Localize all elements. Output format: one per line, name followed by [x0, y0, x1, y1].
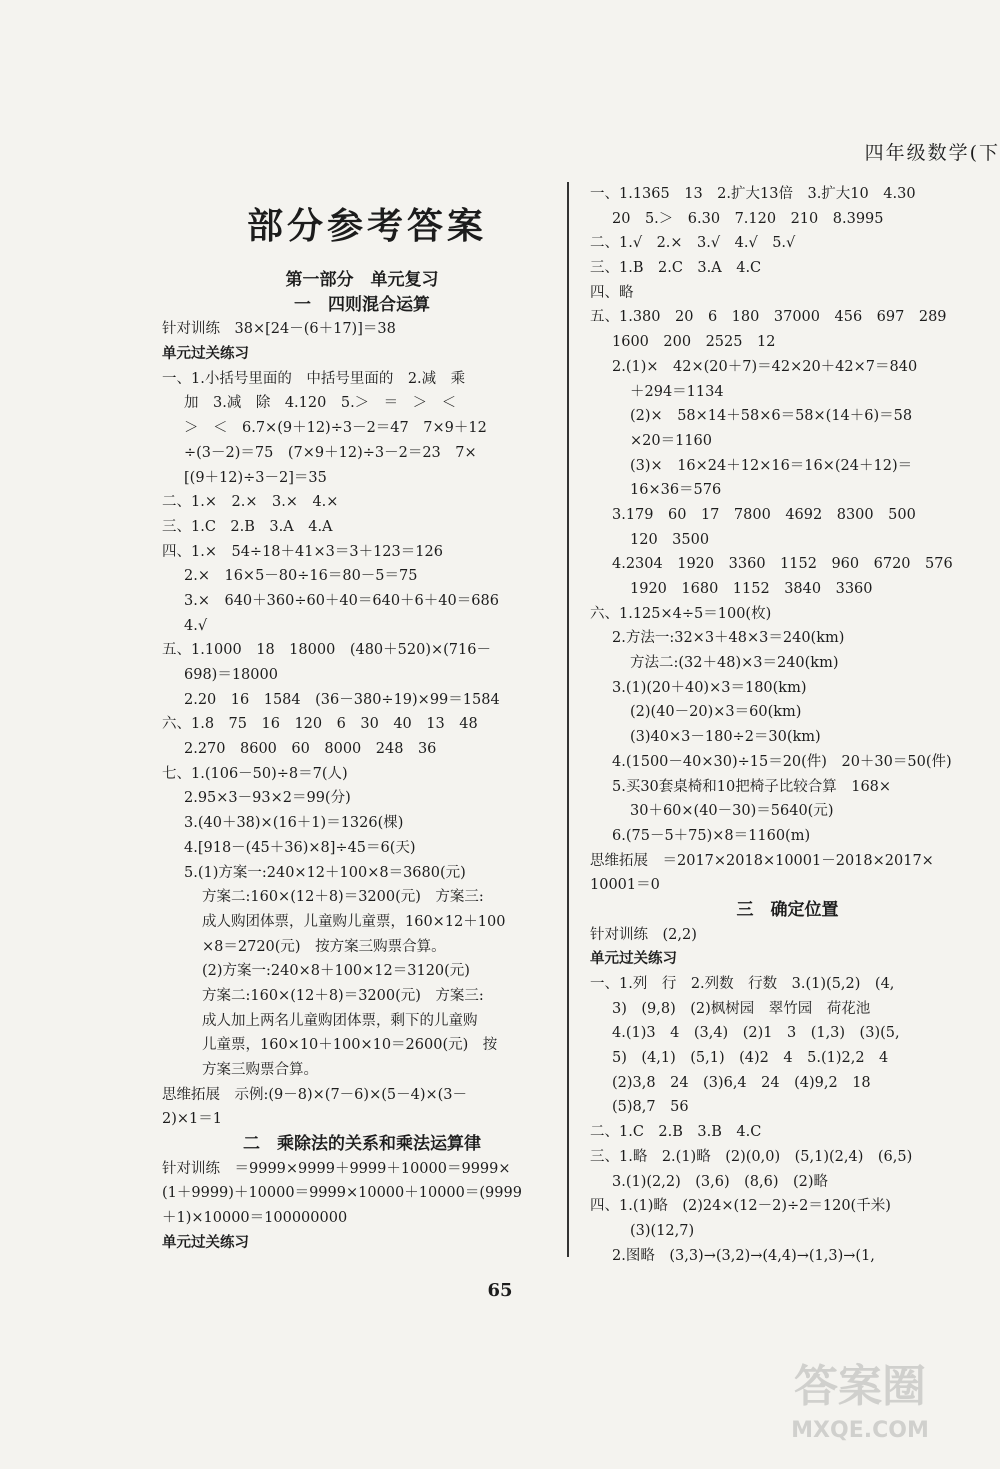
answer-line: 3.(40＋38)×(16＋1)＝1326(棵)	[184, 815, 404, 832]
answer-line: ＋294＝1134	[630, 383, 724, 400]
answer-line: 三、1.B 2.C 3.A 4.C	[590, 260, 762, 277]
answer-line: 4.(1500－40×30)÷15＝20(件) 20＋30＝50(件)	[612, 753, 952, 770]
answer-line: 10001＝0	[590, 877, 660, 894]
answer-line: (3)40×3－180÷2＝30(km)	[630, 729, 821, 746]
watermark-logo	[750, 1349, 970, 1449]
answer-line: 5.买30套桌椅和10把椅子比较合算 168×	[612, 778, 892, 795]
answer-line: 2.(1)× 42×(20＋7)＝42×20＋42×7＝840	[612, 358, 918, 375]
answer-line: 单元过关练习	[590, 950, 677, 968]
answer-line: 16×36＝576	[630, 482, 722, 499]
answer-line: 方案二:160×(12＋8)＝3200(元) 方案三:	[202, 987, 484, 1004]
answer-line: 2.方法一:32×3＋48×3＝240(km)	[612, 630, 845, 647]
answer-line: [(9＋12)÷3－2]＝35	[184, 469, 327, 486]
answer-line: (3)× 16×24＋12×16＝16×(24＋12)＝	[630, 457, 913, 474]
answer-line: ＞ ＜ 6.7×(9＋12)÷3－2＝47 7×9＋12	[184, 420, 487, 437]
answer-line: 698)＝18000	[184, 667, 278, 683]
answer-line: ＋1)×10000＝100000000	[162, 1210, 348, 1227]
answer-line: 五、1.380 20 6 180 37000 456 697 289	[590, 309, 947, 326]
answer-line: 一、1.1365 13 2.扩大13倍 3.扩大10 4.30	[590, 186, 916, 202]
column-divider	[567, 182, 569, 1257]
answer-line: 方法二:(32＋48)×3＝240(km)	[630, 655, 839, 672]
answer-line: (2)(40－20)×3＝60(km)	[630, 704, 802, 721]
answer-line: 成人购团体票，儿童购儿童票，160×12＋100	[202, 913, 506, 930]
answer-line: 方案二:160×(12＋8)＝3200(元) 方案三:	[202, 889, 484, 906]
answer-line: 4.2304 1920 3360 1152 960 6720 576	[612, 556, 953, 573]
answer-line: 2.× 16×5－80÷16＝80－5＝75	[184, 568, 418, 585]
answer-line: 2.20 16 1584 (36－380÷19)×99＝1584	[184, 691, 500, 708]
answer-line: 20 5.＞ 6.30 7.120 210 8.3995	[612, 210, 884, 227]
right-column	[590, 182, 985, 1268]
answer-line: 3.(1)(2,2) (3,6) (8,6) (2)略	[612, 1173, 829, 1190]
answer-line: ×8＝2720(元) 按方案三购票合算。	[202, 938, 446, 955]
answer-line: 二、1.C 2.B 3.B 4.C	[590, 1124, 762, 1141]
answer-line: 4.√	[184, 617, 208, 634]
left-column	[162, 268, 562, 1256]
answer-line: 针对训练 38×[24－(6＋17)]＝38	[162, 321, 396, 338]
answer-line: 3) (9,8) (2)枫树园 翠竹园 荷花池	[612, 1000, 871, 1017]
answer-line: 一、1.小括号里面的 中括号里面的 2.减 乘	[162, 370, 466, 387]
answer-line: 4.[918－(45＋36)×8]÷45＝6(天)	[184, 839, 416, 856]
answer-line: 单元过关练习	[162, 345, 249, 363]
answer-line: 3.× 640＋360÷60＋40＝640＋6＋40＝686	[184, 592, 499, 609]
page-number: 65	[487, 1280, 513, 1301]
answer-line: 四、略	[590, 284, 634, 301]
answer-line: 四、1.× 54÷18＋41×3＝3＋123＝126	[162, 543, 443, 560]
answer-line: 二、1.√ 2.× 3.√ 4.√ 5.√	[590, 235, 796, 252]
answer-line: 2.图略 (3,3)→(3,2)→(4,4)→(1,3)→(1,	[612, 1247, 875, 1264]
answer-line: 六、1.8 75 16 120 6 30 40 13 48	[162, 716, 478, 733]
answer-line: 方案三购票合算。	[202, 1062, 318, 1078]
answer-line: ÷(3－2)＝75 (7×9＋12)÷3－2＝23 7×	[184, 444, 477, 461]
answer-line: 儿童票，160×10＋100×10＝2600(元) 按	[202, 1037, 498, 1054]
answer-line: (2)3,8 24 (3)6,4 24 (4)9,2 18	[612, 1074, 871, 1091]
answer-line: 四、1.(1)略 (2)24×(12－2)÷2＝120(千米)	[590, 1198, 891, 1215]
answer-line: 思维拓展 ＝2017×2018×10001－2018×2017×	[590, 852, 934, 869]
answer-line: 针对训练 (2,2)	[590, 926, 697, 943]
answer-line: 3.(1)(20＋40)×3＝180(km)	[612, 679, 807, 696]
answer-line: 思维拓展 示例:(9－8)×(7－6)×(5－4)×(3－	[162, 1086, 468, 1103]
answer-line: 2)×1＝1	[162, 1111, 222, 1128]
answer-line: 120 3500	[630, 531, 710, 548]
watermark-text-url: MXQE.COM	[791, 1418, 929, 1443]
answer-line: 六、1.125×4÷5＝100(枚)	[590, 605, 772, 622]
answer-line: 针对训练 ＝9999×9999＋9999＋10000＝9999×	[162, 1160, 511, 1177]
answer-line: 2.95×3－93×2＝99(分)	[184, 790, 351, 807]
answer-line: 七、1.(106－50)÷8＝7(人)	[162, 765, 348, 782]
section-heading: 三 确定位置	[736, 899, 839, 920]
answer-line: ×20＝1160	[630, 432, 713, 449]
answer-line: 成人加上两名儿童购团体票，剩下的儿童购	[202, 1012, 478, 1029]
answer-line: 4.(1)3 4 (3,4) (2)1 3 (1,3) (3)(5,	[612, 1025, 900, 1042]
answer-line: 二、1.× 2.× 3.× 4.×	[162, 494, 339, 511]
answer-line: (2)方案一:240×8＋100×12＝3120(元)	[202, 963, 470, 980]
section-heading: 第一部分 单元复习	[285, 270, 439, 290]
answer-line: 加 3.减 除 4.120 5.＞ ＝ ＞ ＜	[184, 395, 457, 412]
answer-line: (5)8,7 56	[612, 1099, 689, 1116]
answer-line: 单元过关练习	[162, 1233, 249, 1251]
page-title: 部分参考答案	[246, 205, 487, 247]
answer-line: (3)(12,7)	[630, 1222, 695, 1239]
answer-line: (1＋9999)＋10000＝9999×10000＋10000＝(9999	[162, 1185, 522, 1202]
answer-line: (2)× 58×14＋58×6＝58×(14＋6)＝58	[630, 408, 913, 425]
answer-line: 6.(75－5＋75)×8＝1160(m)	[612, 827, 811, 844]
answer-line: 3.179 60 17 7800 4692 8300 500	[612, 506, 916, 523]
answer-line: 30＋60×(40－30)＝5640(元)	[630, 803, 834, 820]
answer-line: 五、1.1000 18 18000 (480＋520)×(716－	[162, 642, 491, 659]
answer-line: 1920 1680 1152 3840 3360	[630, 581, 873, 597]
answer-line: 2.270 8600 60 8000 248 36	[184, 741, 437, 758]
section-heading: 一 四则混合运算	[294, 294, 430, 315]
answer-line: 1600 200 2525 12	[612, 334, 776, 351]
answer-line: 三、1.略 2.(1)略 (2)(0,0) (5,1)(2,4) (6,5)	[590, 1148, 913, 1165]
watermark-text-main: 答案圈	[794, 1361, 926, 1412]
section-heading: 二 乘除法的关系和乘法运算律	[243, 1134, 481, 1155]
answer-line: 5.(1)方案一:240×12＋100×8＝3680(元)	[184, 864, 466, 881]
answer-line: 一、1.列 行 2.列数 行数 3.(1)(5,2) (4,	[590, 976, 895, 992]
answer-line: 三、1.C 2.B 3.A 4.A	[162, 518, 333, 535]
answer-line: 5) (4,1) (5,1) (4)2 4 5.(1)2,2 4	[612, 1050, 889, 1067]
page-header: 四年级数学(下	[864, 142, 1000, 164]
